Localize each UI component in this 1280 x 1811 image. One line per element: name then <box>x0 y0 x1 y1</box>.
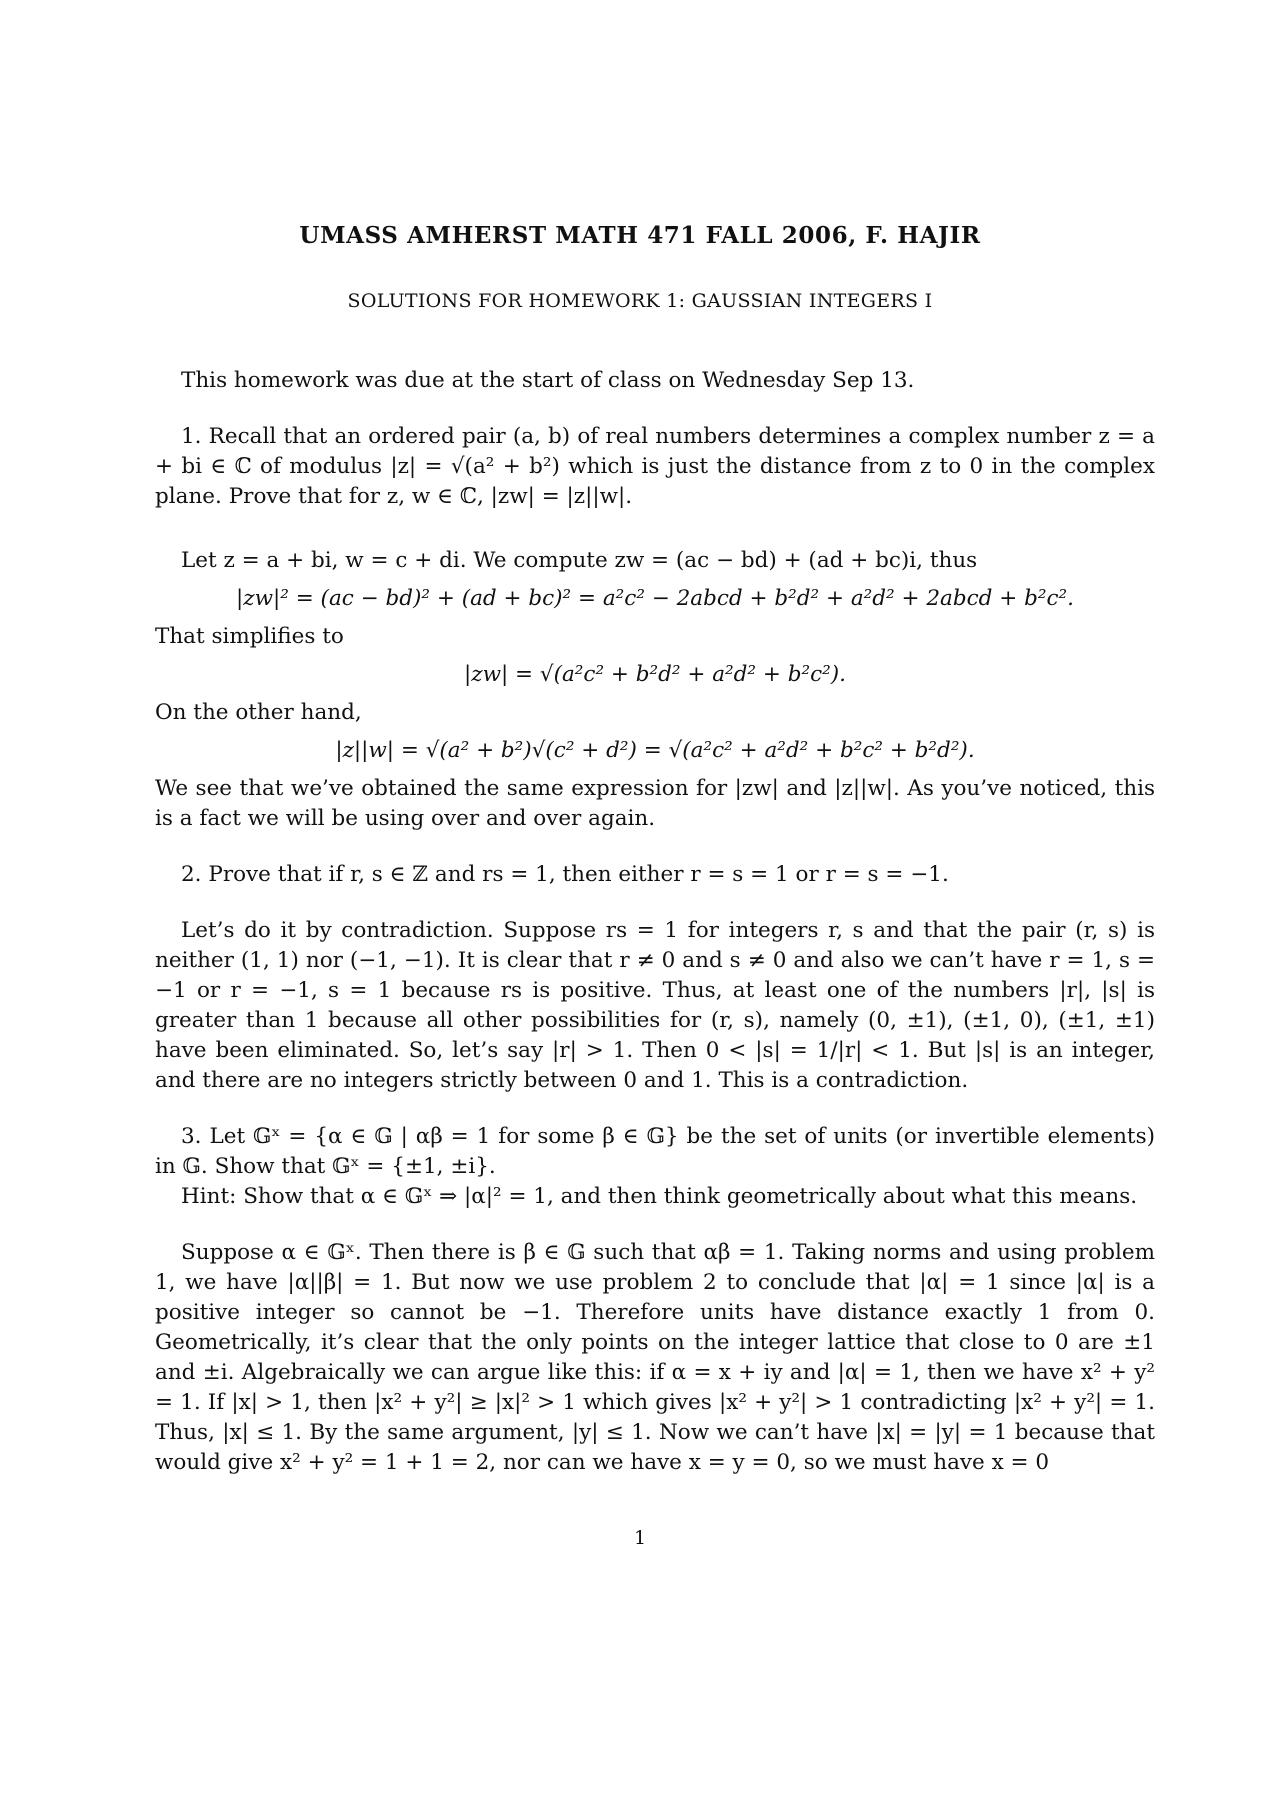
problem-1-conclusion: We see that we’ve obtained the same expression for |zw| and |z||w|. As you’ve noticed, this is a fact we will be using over and over again. <box>155 776 1155 831</box>
document-title: UMASS AMHERST MATH 471 FALL 2006, F. HAJIR <box>299 222 981 249</box>
page-number: 1 <box>633 1527 647 1549</box>
problem-3-solution: Suppose α ∈ 𝔾ˣ. Then there is β ∈ 𝔾 such that αβ = 1. Taking norms and using problem 1, we have |α||β| = 1. But now we use problem 2 to conclude that |α| = 1 since |α| is a positive integer so cannot be −1. Therefore units have distance exactly 1 from 0. Geometrically, it’s clear that the only points on the integer lattice that close to 0 are ±1 and ±i. Algebraically we can argue like this: if α = x + iy and |α| = 1, then we have x² + y² = 1. If |x| > 1, then |x² + y²| ≥ |x|² > 1 which gives |x² + y²| > 1 contradicting |x² + y²| = 1. Thus, |x| ≤ 1. By the same argument, |y| ≤ 1. Now we can’t have |x| = |y| = 1 because that would give x² + y² = 1 + 1 = 2, nor can we have x = y = 0, so we must have x = 0 <box>155 1240 1155 1475</box>
problem-1-solution-line: That simplifies to <box>155 624 344 649</box>
problem-1-solution-line: Let z = a + bi, w = c + di. We compute zw = (ac − bd) + (ad + bc)i, thus <box>181 548 978 573</box>
problem-1-equation-1: |zw|² = (ac − bd)² + (ad + bc)² = a²c² − 2abcd + b²d² + a²d² + 2abcd + b²c². <box>236 586 1074 611</box>
problem-3-statement: 3. Let 𝔾ˣ = {α ∈ 𝔾 | αβ = 1 for some β ∈ 𝔾} be the set of units (or invertible elements) in 𝔾. Show that 𝔾ˣ = {±1, ±i}. <box>155 1124 1155 1179</box>
problem-1-equation-3: |z||w| = √(a² + b²)√(c² + d²) = √(a²c² + a²d² + b²c² + b²d²). <box>335 738 975 763</box>
document-body <box>155 366 1155 1478</box>
problem-2-statement: 2. Prove that if r, s ∈ ℤ and rs = 1, then either r = s = 1 or r = s = −1. <box>181 862 949 887</box>
problem-3-hint: Hint: Show that α ∈ 𝔾ˣ ⇒ |α|² = 1, and then think geometrically about what this means. <box>181 1184 1138 1209</box>
problem-2-solution: Let’s do it by contradiction. Suppose rs = 1 for integers r, s and that the pair (r, s) is neither (1, 1) nor (−1, −1). It is clear that r ≠ 0 and s ≠ 0 and also we can’t have r = 1, s = −1 or r = −1, s = 1 because rs is positive. Thus, at least one of the numbers |r|, |s| is greater than 1 because all other possibilities for (r, s), namely (0, ±1), (±1, 0), (±1, ±1) have been eliminated. So, let’s say |r| > 1. Then 0 < |s| = 1/|r| < 1. But |s| is an integer, and there are no integers strictly between 0 and 1. This is a contradiction. <box>155 918 1155 1093</box>
intro-paragraph: This homework was due at the start of class on Wednesday Sep 13. <box>181 368 915 393</box>
problem-1-statement: 1. Recall that an ordered pair (a, b) of real numbers determines a complex number z = a + bi ∈ ℂ of modulus |z| = √(a² + b²) which is just the distance from z to 0 in the complex plane. Prove that for z, w ∈ ℂ, |zw| = |z||w|. <box>155 424 1155 509</box>
problem-1-solution-line: On the other hand, <box>155 700 362 725</box>
document-subtitle: SOLUTIONS FOR HOMEWORK 1: GAUSSIAN INTEGERS I <box>347 290 933 312</box>
problem-1-equation-2: |zw| = √(a²c² + b²d² + a²d² + b²c²). <box>464 662 846 687</box>
